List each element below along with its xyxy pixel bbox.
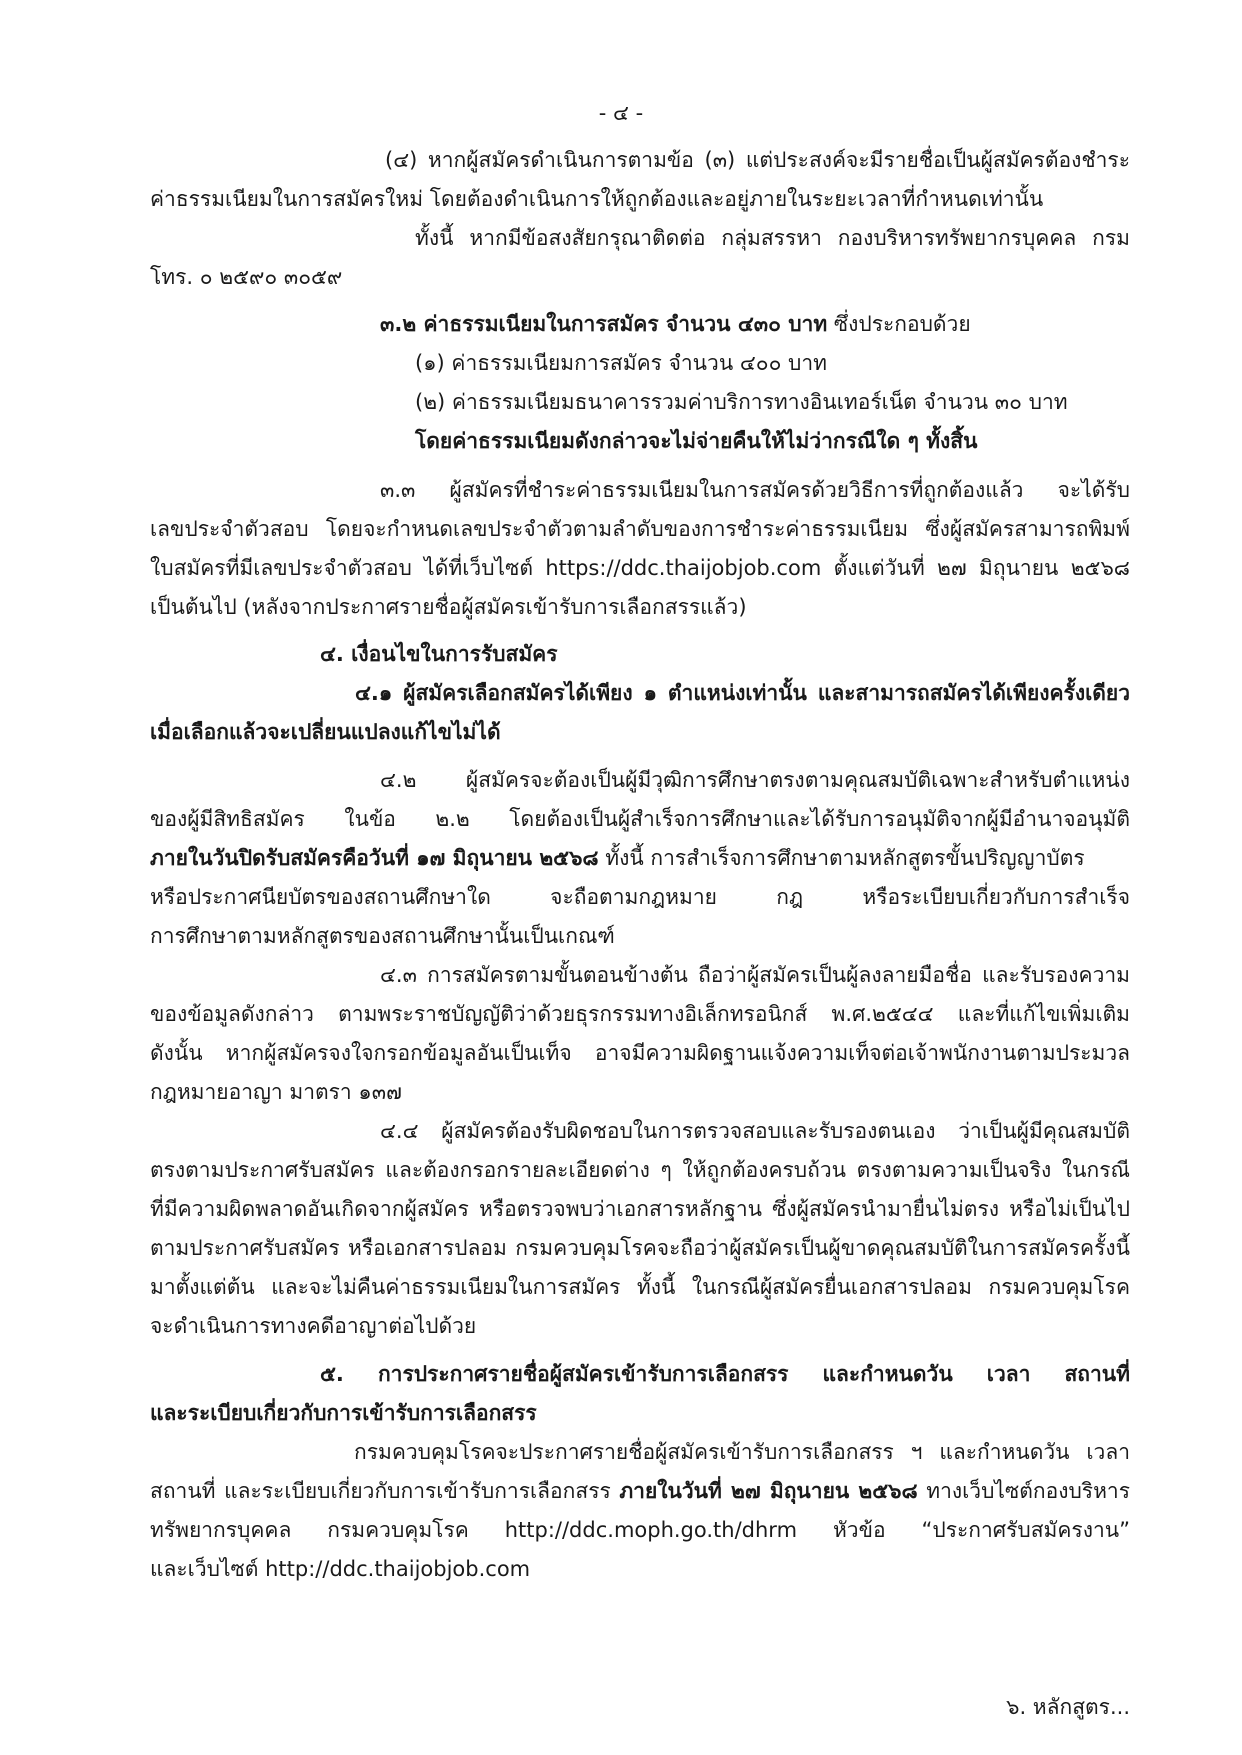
s42-line-5: การศึกษาตามหลักสูตรของสถานศึกษานั้นเป็นเกณฑ์ [150,924,615,948]
s42-line-2: ของผู้มีสิทธิสมัคร ในข้อ ๒.๒ โดยต้องเป็นผู้สำเร็จการศึกษาและได้รับการอนุมัติจากผู้มีอำนาจอนุมัติ [150,807,1130,831]
s5-announce-date: ภายในวันที่ ๒๗ มิถุนายน ๒๕๖๘ [619,1479,918,1503]
s32-heading-rest: ซึ่งประกอบด้วย [827,312,971,336]
s5-line-2-c: ทางเว็บไซต์กองบริหาร [917,1479,1130,1503]
s4-heading: ๔. เงื่อนไขในการรับสมัคร [320,642,558,666]
s44-line-3: ที่มีความผิดพลาดอันเกิดจากผู้สมัคร หรือตรวจพบว่าเอกสารหลักฐาน ซึ่งผู้สมัครนำมายื่นไม่ตรง หรือไม่เป็นไป [150,1197,1130,1221]
p1-line-4: โทร. ๐ ๒๕๙๐ ๓๐๕๙ [150,265,343,289]
s32-item-2: (๒) ค่าธรรมเนียมธนาคารรวมค่าบริการทางอินเทอร์เน็ต จำนวน ๓๐ บาท [415,390,1068,414]
s33-line-4: เป็นต้นไป (หลังจากประกาศรายชื่อผู้สมัครเข้ารับการเลือกสรรแล้ว) [150,595,747,619]
s5-heading-line-1: ๕. การประกาศรายชื่อผู้สมัครเข้ารับการเลือกสรร และกำหนดวัน เวลา สถานที่ [320,1362,1130,1386]
s43-line-4: กฎหมายอาญา มาตรา ๑๓๗ [150,1080,402,1104]
page-number: - ๔ - [598,101,644,125]
p1-line-2: ค่าธรรมเนียมในการสมัครใหม่ โดยต้องดำเนินการให้ถูกต้องและอยู่ภายในระยะเวลาที่กำหนดเท่านั้น [150,187,1044,211]
s5-line-2-a: สถานที่ และระเบียบเกี่ยวกับการเข้ารับการเลือกสรร [150,1479,620,1503]
s44-line-5: มาตั้งแต่ต้น และจะไม่คืนค่าธรรมเนียมในการสมัคร ทั้งนี้ ในกรณีผู้สมัครยื่นเอกสารปลอม กรมควบคุมโรค [150,1275,1130,1299]
s42-close-date: ภายในวันปิดรับสมัครคือวันที่ ๑๗ มิถุนายน ๒๕๖๘ [150,846,599,870]
s44-line-6: จะดำเนินการทางคดีอาญาต่อไปด้วย [150,1314,477,1338]
s5-line-1: กรมควบคุมโรคจะประกาศรายชื่อผู้สมัครเข้ารับการเลือกสรร ฯ และกำหนดวัน เวลา [354,1440,1130,1464]
s33-line-2: เลขประจำตัวสอบ โดยจะกำหนดเลขประจำตัวตามลำดับของการชำระค่าธรรมเนียม ซึ่งผู้สมัครสามารถพิมพ์ [150,517,1130,541]
s33-line-3: ใบสมัครที่มีเลขประจำตัวสอบ ได้ที่เว็บไซต์ https://ddc.thaijobjob.com ตั้งแต่วันที่ ๒๗ มิถุนายน ๒๕๖๘ [150,556,1130,580]
s42-line-4: หรือประกาศนียบัตรของสถานศึกษาใด จะถือตามกฎหมาย กฎ หรือระเบียบเกี่ยวกับการสำเร็จ [150,885,1130,909]
s33-line-1: ๓.๓ ผู้สมัครที่ชำระค่าธรรมเนียมในการสมัครด้วยวิธีการที่ถูกต้องแล้ว จะได้รับ [380,478,1130,502]
s44-line-4: ตามประกาศรับสมัคร หรือเอกสารปลอม กรมควบคุมโรคจะถือว่าผู้สมัครเป็นผู้ขาดคุณสมบัติในการสมัครครั้งนี้ [150,1236,1130,1260]
s42-line-3 [150,841,1085,875]
s5-heading-line-2: และระเบียบเกี่ยวกับการเข้ารับการเลือกสรร [150,1401,537,1425]
s32-item-1: (๑) ค่าธรรมเนียมการสมัคร จำนวน ๔๐๐ บาท [415,351,828,375]
s44-line-1: ๔.๔ ผู้สมัครต้องรับผิดชอบในการตรวจสอบและรับรองตนเอง ว่าเป็นผู้มีคุณสมบัติ [380,1119,1130,1143]
s42-line-3-rest: ทั้งนี้ การสำเร็จการศึกษาตามหลักสูตรขั้นปริญญาบัตร [598,846,1085,870]
s43-line-2: ของข้อมูลดังกล่าว ตามพระราชบัญญัติว่าด้วยธุรกรรมทางอิเล็กทรอนิกส์ พ.ศ.๒๕๔๔ และที่แก้ไขเพิ่มเติม [150,1002,1130,1026]
p1-line-3: ทั้งนี้ หากมีข้อสงสัยกรุณาติดต่อ กลุ่มสรรหา กองบริหารทรัพยากรบุคคล กรม [415,226,1130,250]
s5-line-4: และเว็บไซต์ http://ddc.thaijobjob.com [150,1557,531,1581]
s41-line-2: เมื่อเลือกแล้วจะเปลี่ยนแปลงแก้ไขไม่ได้ [150,720,501,744]
s5-line-2 [150,1474,1130,1508]
s32-heading-bold: ๓.๒ ค่าธรรมเนียมในการสมัคร จำนวน ๔๓๐ บาท [380,312,828,336]
s43-line-1: ๔.๓ การสมัครตามขั้นตอนข้างต้น ถือว่าผู้สมัครเป็นผู้ลงลายมือชื่อ และรับรองความ [380,963,1130,987]
s41-line-1: ๔.๑ ผู้สมัครเลือกสมัครได้เพียง ๑ ตำแหน่งเท่านั้น และสามารถสมัครได้เพียงครั้งเดียว [355,681,1130,705]
s32-note: โดยค่าธรรมเนียมดังกล่าวจะไม่จ่ายคืนให้ไม่ว่ากรณีใด ๆ ทั้งสิ้น [415,429,978,453]
continuation-note: ๖. หลักสูตร... [1006,1695,1130,1719]
p1-line-1: (๔) หากผู้สมัครดำเนินการตามข้อ (๓) แต่ประสงค์จะมีรายชื่อเป็นผู้สมัครต้องชำระ [385,148,1130,172]
s42-line-1: ๔.๒ ผู้สมัครจะต้องเป็นผู้มีวุฒิการศึกษาตรงตามคุณสมบัติเฉพาะสำหรับตำแหน่ง [380,768,1130,792]
s5-line-3: ทรัพยากรบุคคล กรมควบคุมโรค http://ddc.moph.go.th/dhrm หัวข้อ “ประกาศรับสมัครงาน” [150,1518,1130,1542]
s43-line-3: ดังนั้น หากผู้สมัครจงใจกรอกข้อมูลอันเป็นเท็จ อาจมีความผิดฐานแจ้งความเท็จต่อเจ้าพนักงานตามประมวล [150,1041,1130,1065]
s32-heading [380,307,971,341]
s44-line-2: ตรงตามประกาศรับสมัคร และต้องกรอกรายละเอียดต่าง ๆ ให้ถูกต้องครบถ้วน ตรงตามความเป็นจริง ในกรณี [150,1158,1130,1182]
